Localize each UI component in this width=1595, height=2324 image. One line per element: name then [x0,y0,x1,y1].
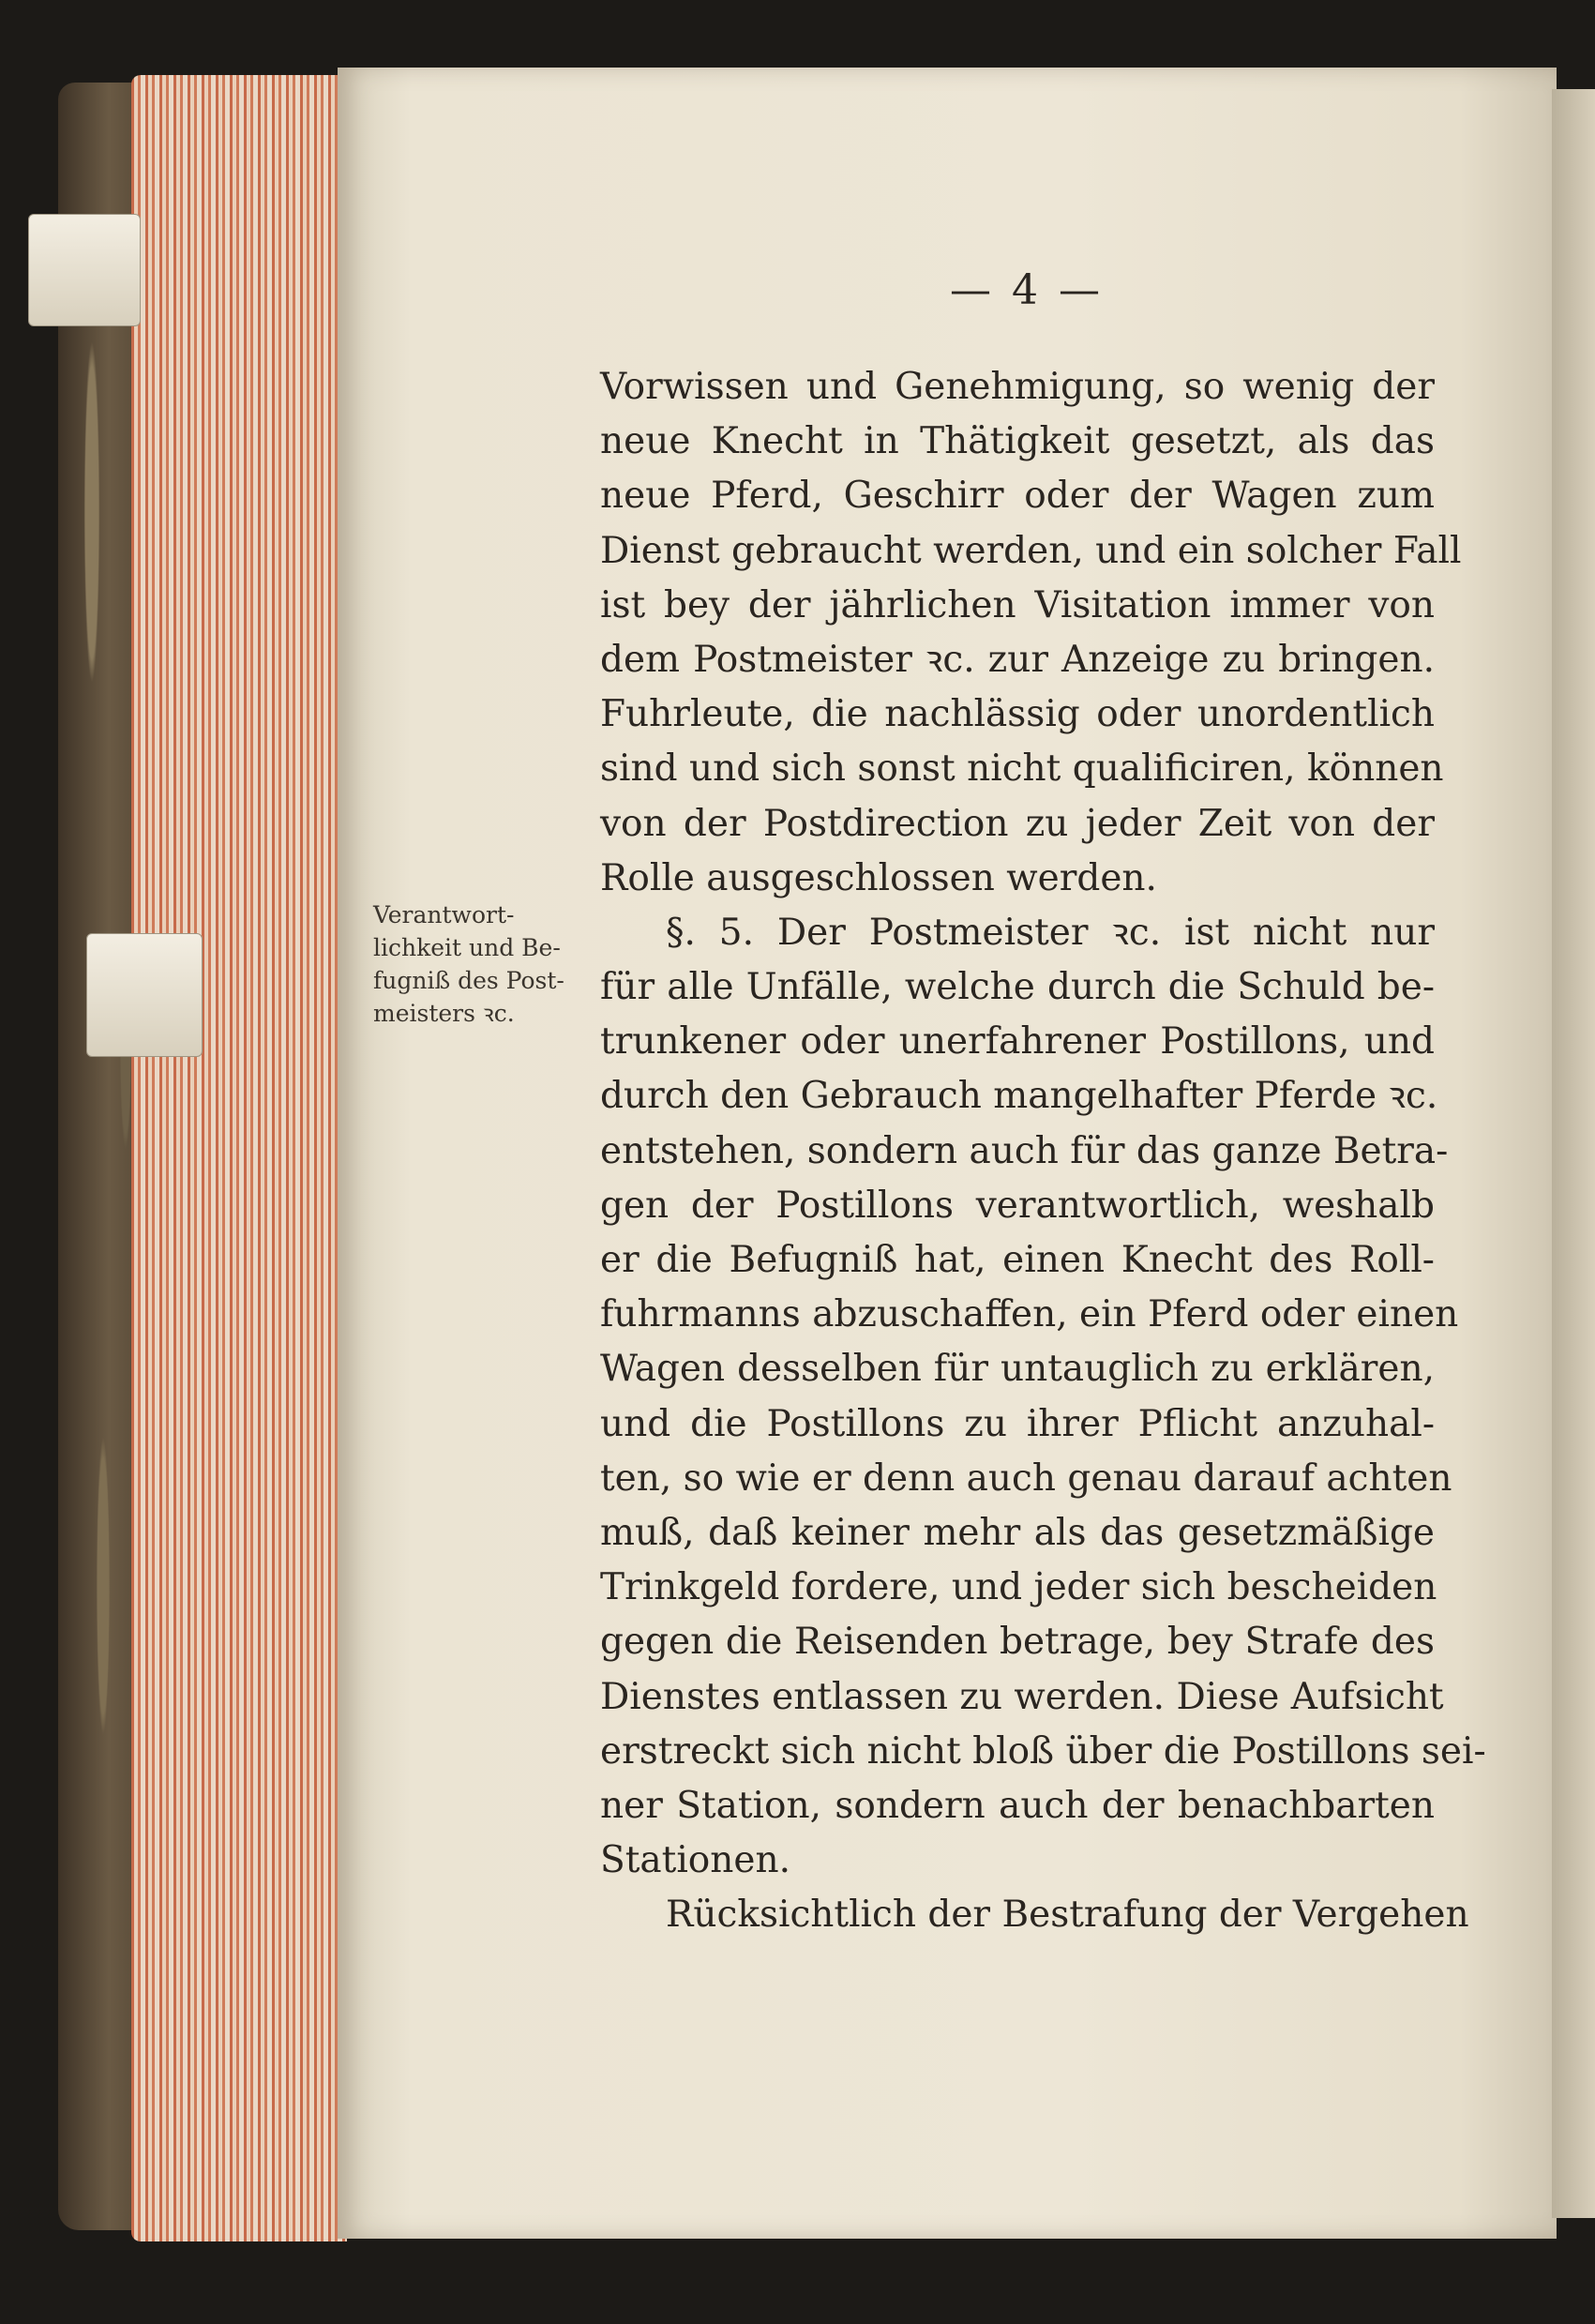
text-line: trunkener oder unerfahrener Postillons, und [600,1020,1435,1064]
text-line: neue Knecht in Thätigkeit gesetzt, als das [600,420,1435,463]
facing-page-edge [1552,89,1595,2218]
text-line: Trinkgeld fordere, und jeder sich bescheiden [600,1566,1437,1609]
text-line: Fuhrleute, die nachlässig oder unordentlich [600,693,1435,736]
margin-note-line: lichkeit und Be- [373,934,561,961]
bookmark-tab-top[interactable] [28,214,141,326]
text-line: sind und sich sonst nicht qualificiren, können [600,747,1444,791]
text-line: Stationen. [600,1839,790,1882]
text-line: gen der Postillons verantwortlich, weshalb [600,1184,1435,1227]
margin-note [373,898,598,1030]
text-line: von der Postdirection zu jeder Zeit von der [600,802,1435,845]
text-line: Wagen desselben für untauglich zu erklären, [600,1348,1435,1391]
text-line: muß, daß keiner mehr als das gesetzmäßige [600,1511,1435,1554]
text-line: Dienst gebraucht werden, und ein solcher Fall [600,529,1462,572]
text-line: erstreckt sich nicht bloß über die Postillons sei- [600,1729,1486,1773]
margin-note-line: Verantwort- [373,901,515,928]
margin-note-line: fugniß des Post- [373,967,564,994]
text-line: er die Befugniß hat, einen Knecht des Roll- [600,1239,1435,1281]
section-heading-line: §. 5. Der Postmeister ꝛc. ist nicht nur [666,911,1435,954]
text-line: Rolle ausgeschlossen werden. [600,856,1157,899]
text-line: entstehen, sondern auch für das ganze Betra- [600,1129,1449,1172]
body-text [600,360,1486,1942]
text-line: neue Pferd, Geschirr oder der Wagen zum [600,475,1435,518]
page-edges [131,75,347,2241]
text-line: dem Postmeister ꝛc. zur Anzeige zu bringen. [600,638,1435,681]
text-line: für alle Unfälle, welche durch die Schuld be- [600,966,1435,1009]
text-line: Rücksichtlich der Bestrafung der Vergehen [666,1894,1469,1937]
text-line: und die Postillons zu ihrer Pflicht anzuhal- [600,1402,1435,1445]
text-line: fuhrmanns abzuschaffen, ein Pferd oder einen [600,1293,1459,1336]
text-line: ten, so wie er denn auch genau darauf achten [600,1456,1452,1500]
text-line: durch den Gebrauch mangelhafter Pferde ꝛc. [600,1075,1438,1118]
page-number: — 4 — [950,266,1104,314]
text-line: ist bey der jährlichen Visitation immer von [600,583,1435,626]
text-line: gegen die Reisenden betrage, bey Strafe des [600,1621,1435,1664]
text-line: Vorwissen und Genehmigung, so wenig der [600,366,1435,408]
margin-note-line: meisters ꝛc. [373,1000,515,1027]
bookmark-tab-middle[interactable] [86,933,203,1057]
text-line: ner Station, sondern auch der benachbarten [600,1784,1435,1827]
text-line: Dienstes entlassen zu werden. Diese Aufsicht [600,1675,1444,1718]
